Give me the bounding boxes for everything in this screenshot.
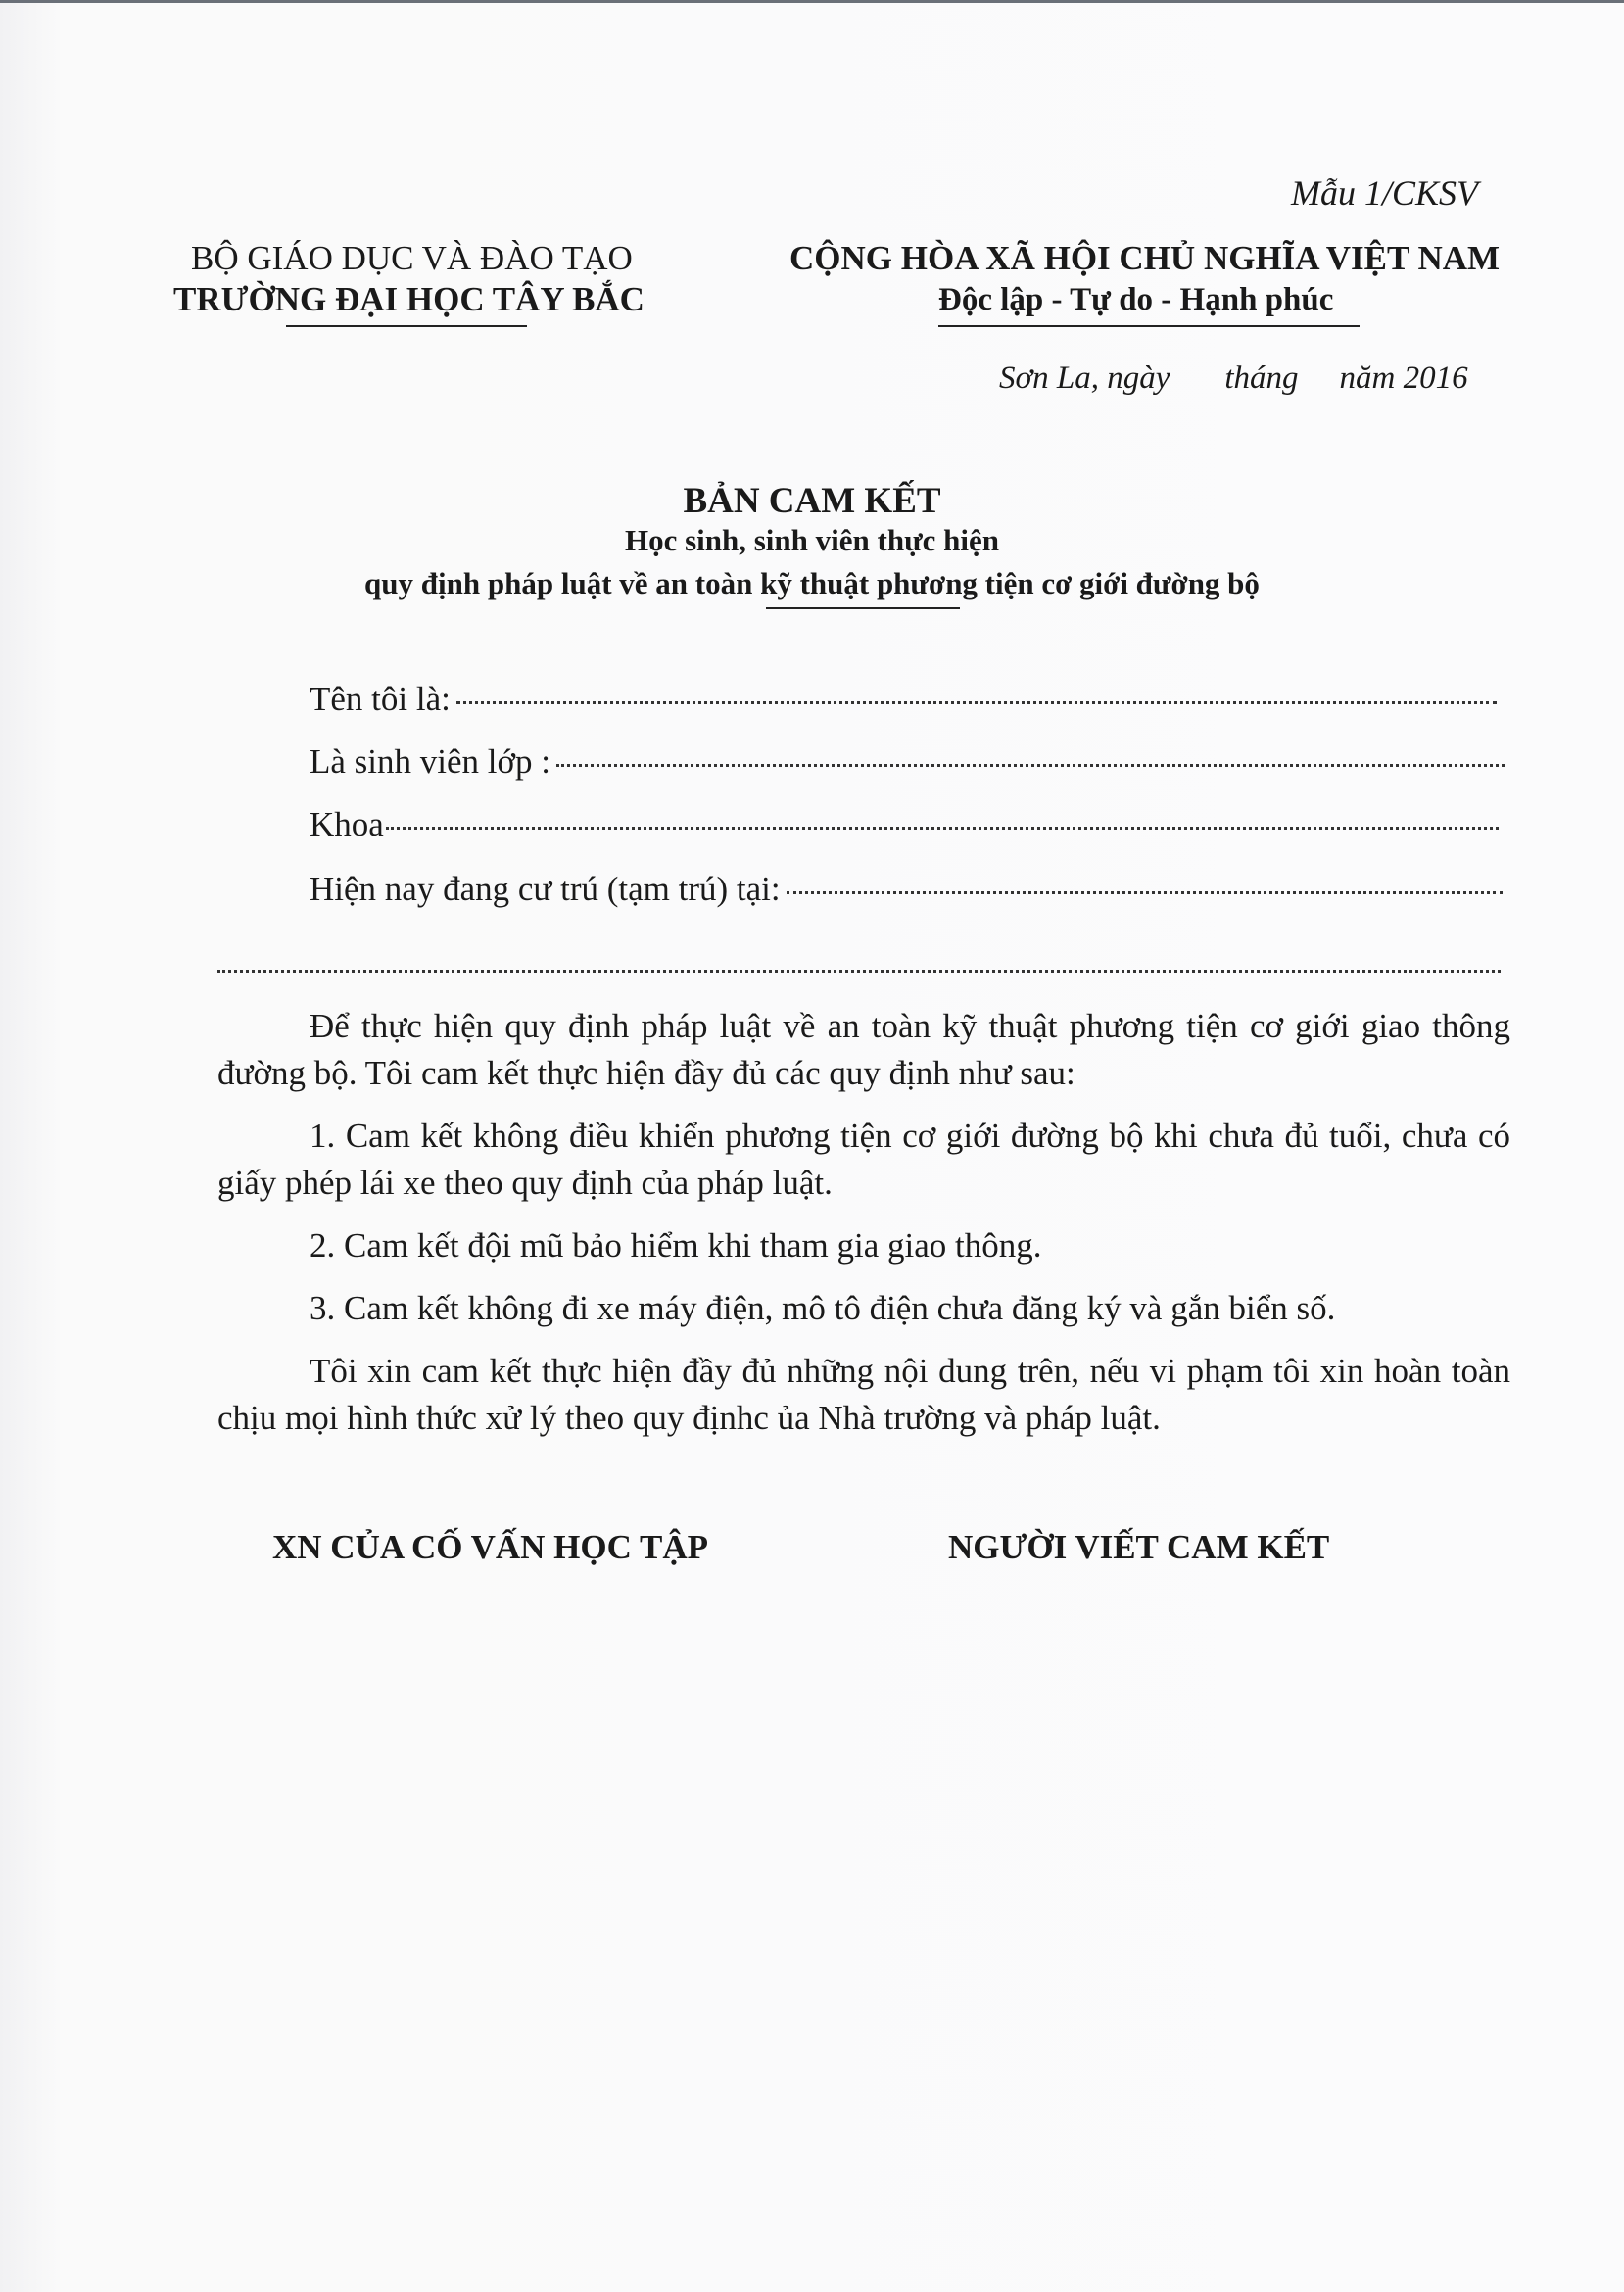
faculty-label: Khoa [310,805,384,843]
class-field[interactable] [310,742,1505,782]
class-blank[interactable] [556,764,1505,767]
place-year: năm 2016 [1339,360,1468,396]
faculty-field[interactable] [310,805,1499,844]
school-underline [286,325,527,327]
place-date [999,360,1468,397]
advisor-signature-label: XN CỦA CỐ VẤN HỌC TẬP [272,1528,708,1566]
residence-blank[interactable] [787,891,1503,894]
document-subtitle-1: Học sinh, sinh viên thực hiện [624,523,1000,557]
residence-label: Hiện nay đang cư trú (tạm trú) tại: [310,870,781,908]
closing-paragraph: Tôi xin cam kết thực hiện đầy đủ những nội dung trên, nếu vi phạm tôi xin hoàn toàn chịu mọi hình thức xử lý theo quy địnhc ủa Nhà trường và pháp luật. [217,1352,1510,1437]
document-subtitle-2: quy định pháp luật về an toàn kỹ thuật phương tiện cơ giới đường bộ [364,566,1260,600]
name-label: Tên tôi là: [310,680,451,718]
faculty-blank[interactable] [386,827,1499,830]
class-label: Là sinh viên lớp : [310,742,550,781]
motto-underline [938,325,1360,327]
place-prefix: Sơn La, ngày [999,360,1170,396]
name-field[interactable] [310,680,1497,719]
residence-blank-continued[interactable] [217,970,1501,973]
item-2: 2. Cam kết đội mũ bảo hiểm khi tham gia giao thông. [310,1226,1042,1265]
republic-title: CỘNG HÒA XÃ HỘI CHỦ NGHĨA VIỆT NAM [789,239,1501,277]
subtitle-underline [766,607,960,609]
form-code: Mẫu 1/CKSV [1291,173,1479,213]
motto: Độc lập - Tự do - Hạnh phúc [938,282,1334,317]
ministry-name: BỘ GIÁO DỤC VÀ ĐÀO TẠO [191,239,633,277]
place-month: tháng [1224,360,1299,396]
document-title: BẢN CAM KẾT [683,481,941,521]
school-name: TRƯỜNG ĐẠI HỌC TÂY BẮC [173,280,645,318]
item-1: 1. Cam kết không điều khiển phương tiện cơ giới đường bộ khi chưa đủ tuổi, chưa có giấy phép lái xe theo quy định của pháp luật. [217,1117,1510,1202]
name-blank[interactable] [456,701,1497,704]
scan-top-edge [0,0,1624,3]
commitment-body [217,1003,1510,1442]
residence-field[interactable] [310,870,1503,909]
writer-signature-label: NGƯỜI VIẾT CAM KẾT [948,1528,1330,1566]
item-3: 3. Cam kết không đi xe máy điện, mô tô điện chưa đăng ký và gắn biển số. [310,1289,1336,1327]
intro-paragraph: Để thực hiện quy định pháp luật về an toàn kỹ thuật phương tiện cơ giới giao thông đường bộ. Tôi cam kết thực hiện đầy đủ các quy định như sau: [217,1007,1510,1092]
